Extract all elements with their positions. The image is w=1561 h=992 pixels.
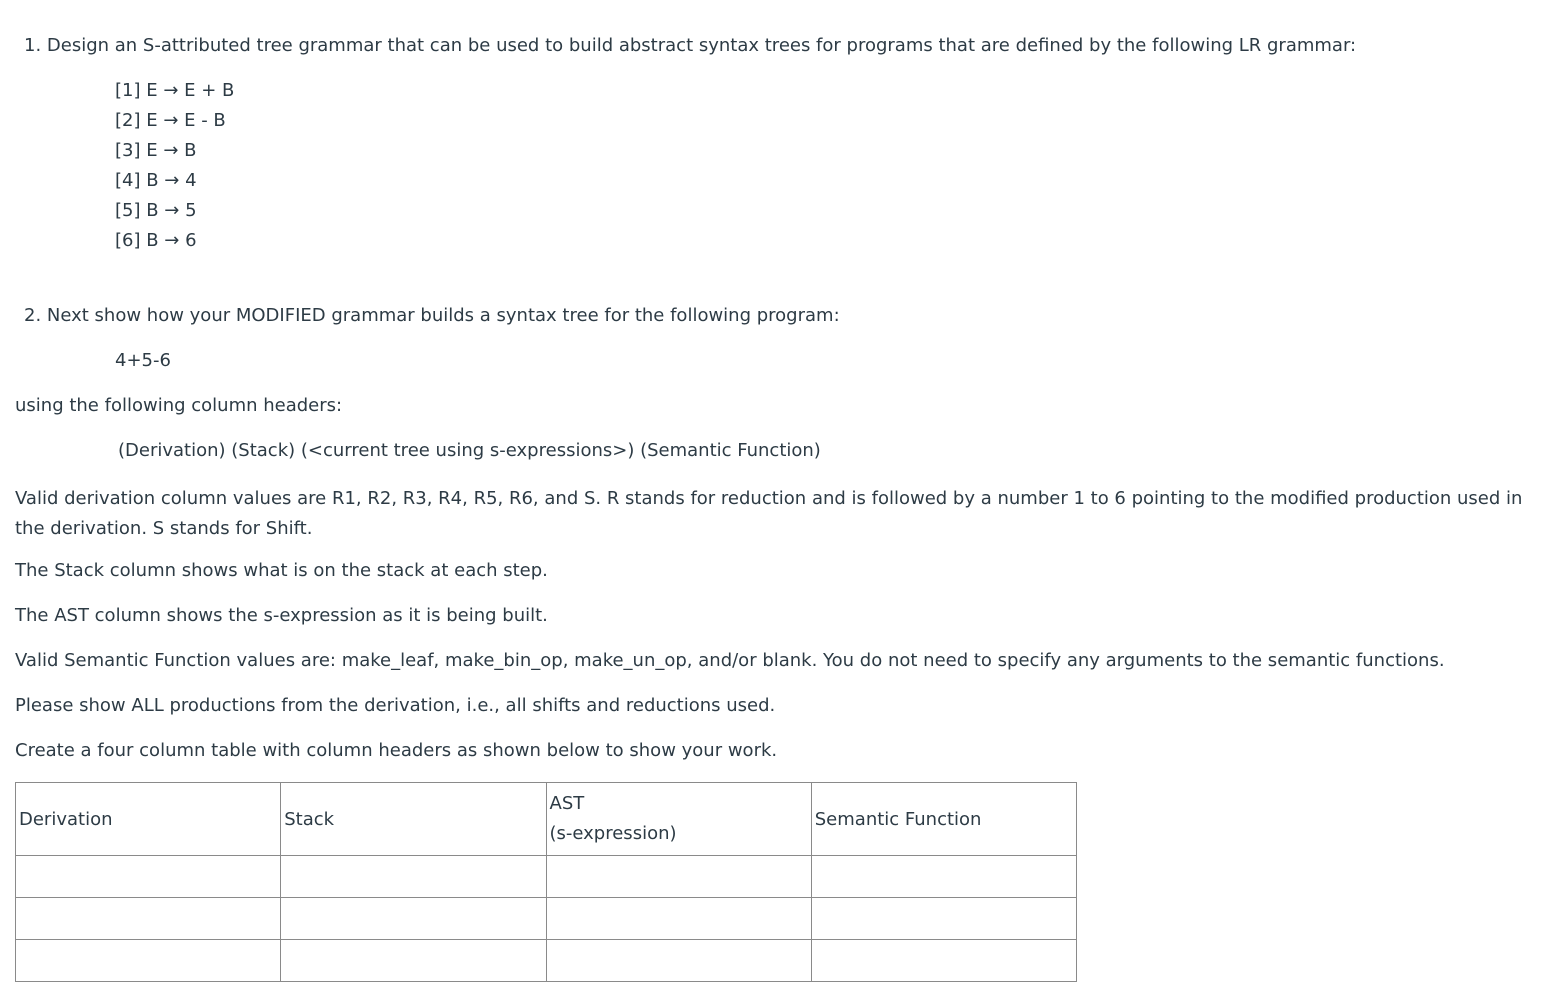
header-stack: Stack (281, 783, 546, 856)
header-ast (546, 783, 811, 856)
using-headers-text: using the following column headers: (15, 395, 343, 416)
cell-semantic-function[interactable] (811, 898, 1076, 940)
cell-ast[interactable] (546, 940, 811, 982)
derivation-note: Valid derivation column values are R1, R2, R3, R4, R5, R6, and S. R stands for reduction and is followed by a number 1 to 6 pointing to the modified production used in the derivation. S stands for Shift. (15, 488, 1523, 539)
table-header-row (16, 783, 1077, 856)
cell-semantic-function[interactable] (811, 940, 1076, 982)
production-1: [1] E → E + B (115, 80, 235, 101)
header-ast-subtitle: (s-expression) (549, 823, 677, 844)
production-6: [6] B → 6 (115, 230, 197, 251)
show-all-note: Please show ALL productions from the derivation, i.e., all shifts and reductions used. (15, 695, 776, 716)
header-ast-title: AST (549, 793, 585, 814)
cell-derivation[interactable] (16, 856, 281, 898)
question-1-prompt: 1. Design an S-attributed tree grammar that can be used to build abstract syntax trees for programs that are defined by the following LR grammar: (24, 35, 1357, 56)
header-derivation: Derivation (16, 783, 281, 856)
table-row (16, 898, 1077, 940)
table-row (16, 940, 1077, 982)
semantic-function-note: Valid Semantic Function values are: make_leaf, make_bin_op, make_un_op, and/or blank. You do not need to specify any arguments to the semantic functions. (15, 650, 1445, 671)
table-instruction: Create a four column table with column headers as shown below to show your work. (15, 740, 778, 761)
question-2-prompt: 2. Next show how your MODIFIED grammar builds a syntax tree for the following program: (24, 305, 840, 326)
production-5: [5] B → 5 (115, 200, 197, 221)
table-row (16, 856, 1077, 898)
cell-ast[interactable] (546, 856, 811, 898)
cell-stack[interactable] (281, 940, 546, 982)
cell-ast[interactable] (546, 898, 811, 940)
cell-stack[interactable] (281, 898, 546, 940)
ast-note: The AST column shows the s-expression as it is being built. (15, 605, 548, 626)
cell-derivation[interactable] (16, 940, 281, 982)
header-semantic-function: Semantic Function (811, 783, 1076, 856)
cell-semantic-function[interactable] (811, 856, 1076, 898)
production-4: [4] B → 4 (115, 170, 197, 191)
cell-derivation[interactable] (16, 898, 281, 940)
stack-note: The Stack column shows what is on the stack at each step. (15, 560, 548, 581)
program-expression: 4+5-6 (115, 350, 171, 371)
production-2: [2] E → E - B (115, 110, 226, 131)
work-table (15, 782, 1077, 982)
production-3: [3] E → B (115, 140, 197, 161)
cell-stack[interactable] (281, 856, 546, 898)
column-headers-line: (Derivation) (Stack) (<current tree using s-expressions>) (Semantic Function) (118, 440, 821, 461)
